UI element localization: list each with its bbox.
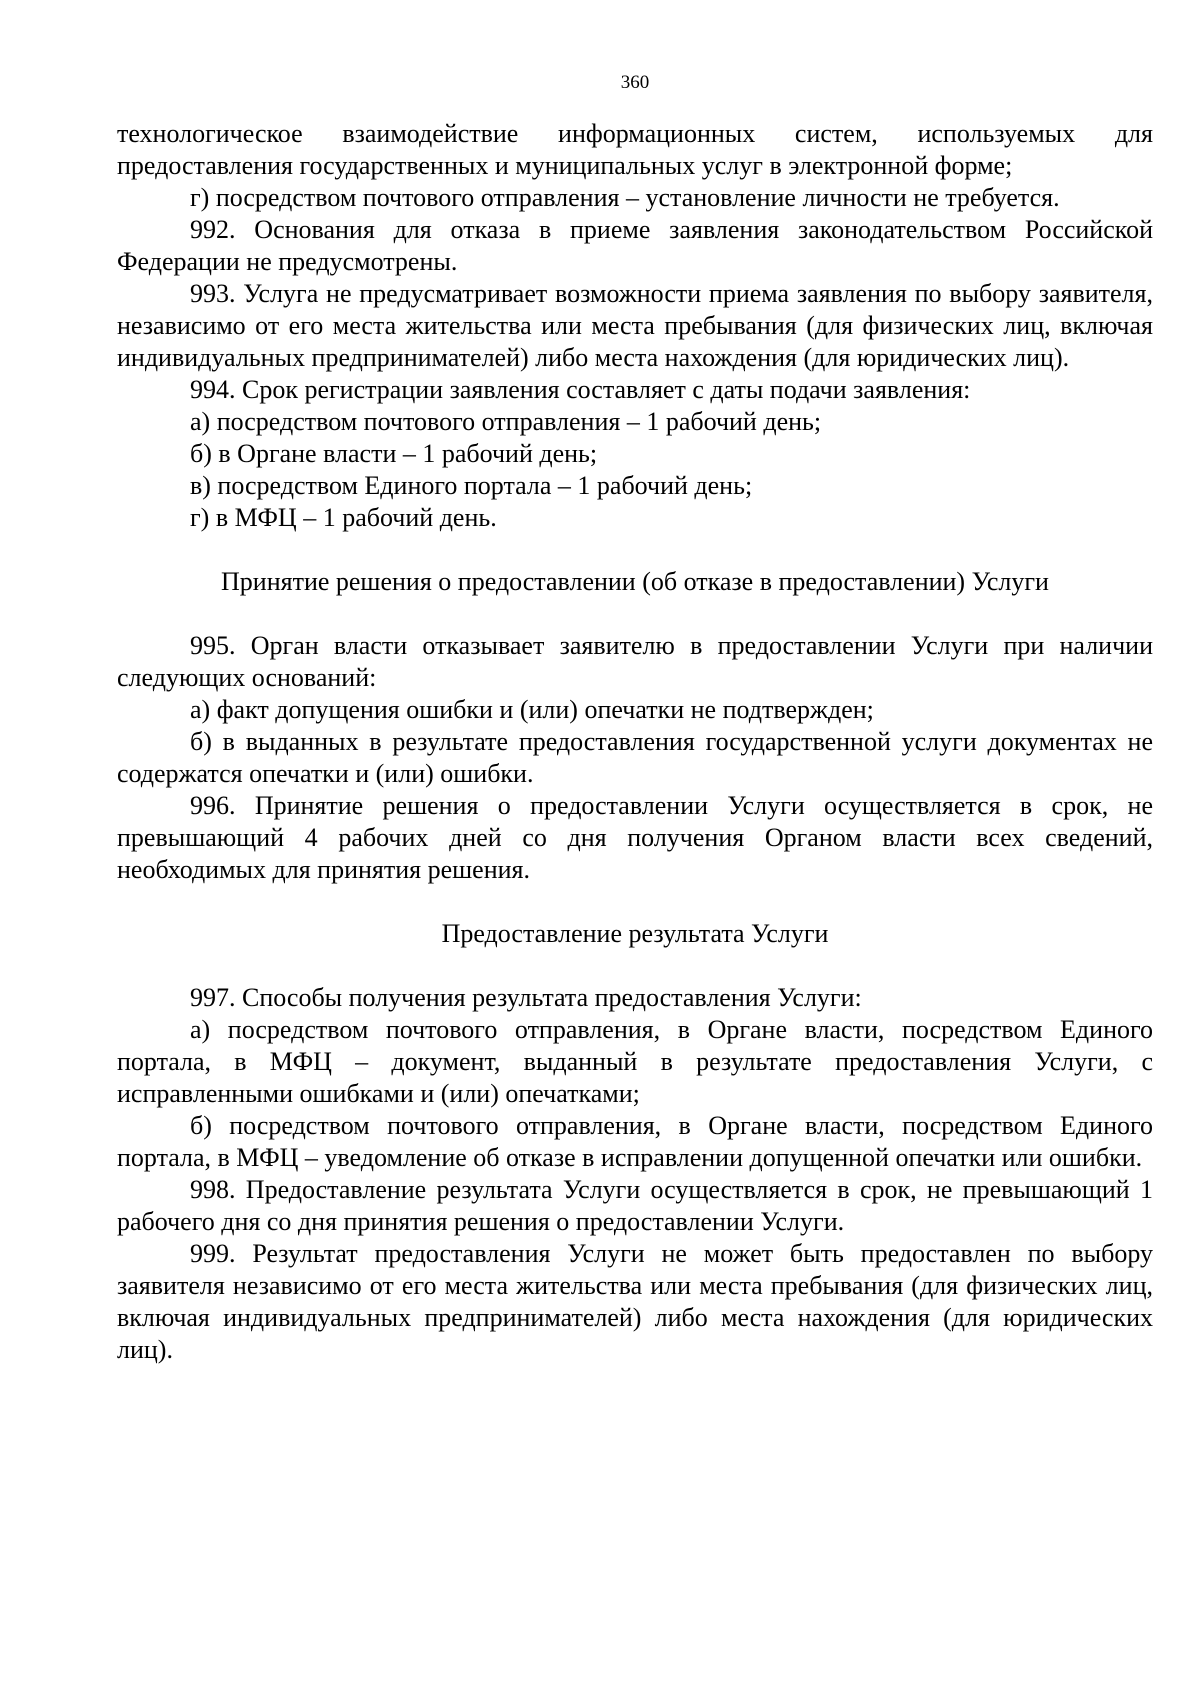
paragraph-992: 992. Основания для отказа в приеме заявления законодательством Российской Федерации не предусмотрены.	[117, 215, 1153, 276]
paragraph-994-v: в) посредством Единого портала – 1 рабочий день;	[190, 471, 753, 500]
page-number: 360	[620, 72, 650, 93]
paragraph-997-b: б) посредством почтового отправления, в Органе власти, посредством Единого портала, в МФЦ – уведомление об отказе в исправлении допущенной опечатки или ошибки.	[117, 1111, 1153, 1172]
paragraph-994-b: б) в Органе власти – 1 рабочий день;	[190, 439, 598, 468]
paragraph-994-a: а) посредством почтового отправления – 1 рабочий день;	[190, 407, 822, 436]
paragraph-998: 998. Предоставление результата Услуги осуществляется в срок, не превышающий 1 рабочего дня со дня принятия решения о предоставлении Услуги.	[117, 1175, 1153, 1236]
paragraph-995: 995. Орган власти отказывает заявителю в предоставлении Услуги при наличии следующих оснований:	[117, 631, 1153, 692]
paragraph-continuation: технологическое взаимодействие информационных систем, используемых для предоставления государственных и муниципальных услуг в электронной форме;	[117, 119, 1153, 180]
paragraph-995-b: б) в выданных в результате предоставления государственной услуги документах не содержатся опечатки и (или) ошибки.	[117, 727, 1153, 788]
paragraph-994: 994. Срок регистрации заявления составляет с даты подачи заявления:	[190, 375, 971, 404]
paragraph-999: 999. Результат предоставления Услуги не может быть предоставлен по выбору заявителя независимо от его места жительства или места пребывания (для физических лиц, включая индивидуальных предпринимателей) либо места нахождения (для юридических лиц).	[117, 1239, 1153, 1364]
paragraph-997: 997. Способы получения результата предоставления Услуги:	[190, 983, 862, 1012]
paragraph-996: 996. Принятие решения о предоставлении Услуги осуществляется в срок, не превышающий 4 рабочих дней со дня получения Органом власти всех сведений, необходимых для принятия решения.	[117, 791, 1153, 884]
document-body	[117, 118, 1153, 1366]
section-heading-result: Предоставление результата Услуги	[441, 919, 829, 948]
paragraph-994-g: г) в МФЦ – 1 рабочий день.	[190, 503, 497, 532]
paragraph: г) посредством почтового отправления – установление личности не требуется.	[190, 183, 1060, 212]
paragraph-993: 993. Услуга не предусматривает возможности приема заявления по выбору заявителя, независимо от его места жительства или места пребывания (для физических лиц, включая индивидуальных предпринимателей) либо места нахождения (для юридических лиц).	[117, 279, 1153, 372]
paragraph-997-a: а) посредством почтового отправления, в Органе власти, посредством Единого портала, в МФЦ – документ, выданный в результате предоставления Услуги, с исправленными ошибками и (или) опечатками;	[117, 1015, 1153, 1108]
paragraph-995-a: а) факт допущения ошибки и (или) опечатки не подтвержден;	[190, 695, 874, 724]
section-heading-decision: Принятие решения о предоставлении (об отказе в предоставлении) Услуги	[221, 567, 1049, 596]
